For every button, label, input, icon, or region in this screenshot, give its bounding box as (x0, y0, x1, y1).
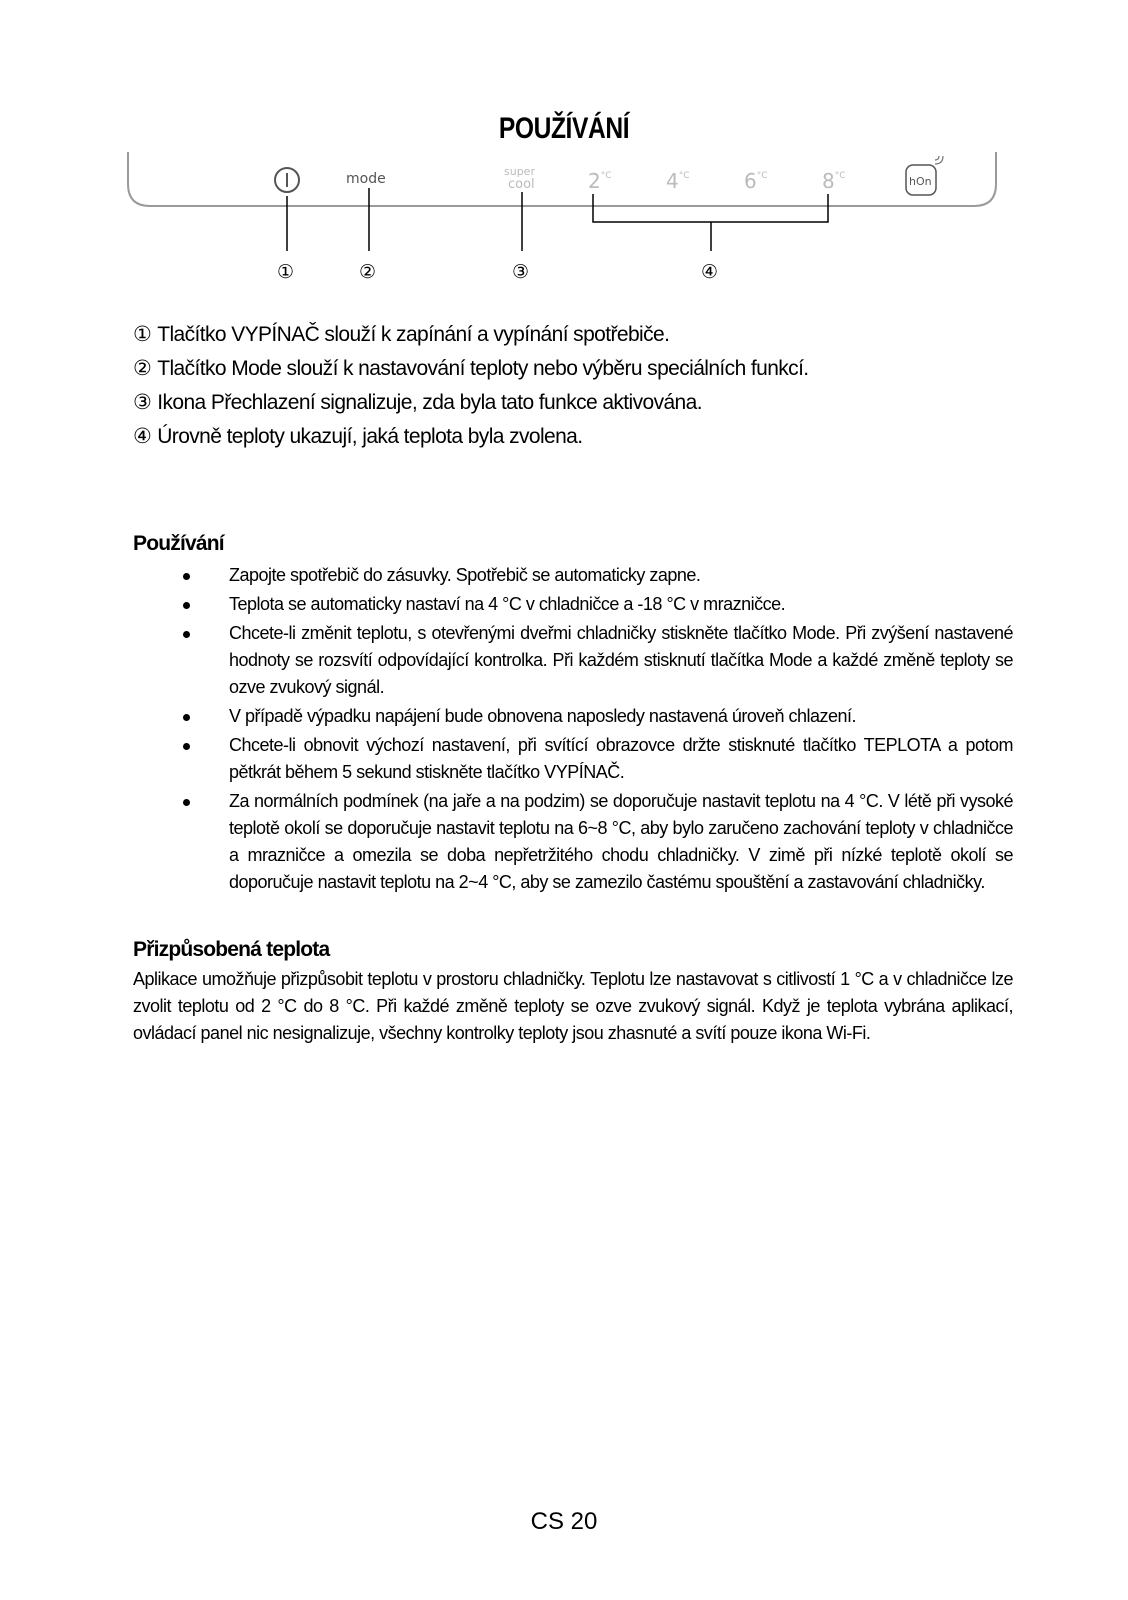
page-number: CS 20 (530, 1508, 598, 1535)
bullet-icon (183, 743, 190, 750)
callout-4: ④ (701, 261, 719, 283)
section-heading-usage: Používání (133, 532, 224, 555)
super-label: super (504, 165, 535, 178)
cool-label: cool (508, 177, 535, 192)
list-item: Teplota se automaticky nastaví na 4 °C v chladničce a -18 °C v mrazničce. (133, 591, 1013, 618)
bullet-icon (183, 799, 190, 806)
list-item: Za normálních podmínek (na jaře a na podzim) se doporučuje nastavit teplotu na 4 °C. V létě při vysoké teplotě okolí se doporučuje nastavit teplotu na 6~8 °C, aby bylo zaručeno zachování teploty v chladničce a mrazničce a omezila se doba nepřetržitého chodu chladničky. V zimě při nízké teplotě okolí se doporučuje nastavit teplotu na 2~4 °C, aby se zamezilo častému spouštění a zastavování chladničky. (133, 788, 1013, 896)
callout-2: ② (359, 261, 377, 283)
temperature-levels (588, 169, 846, 193)
page-title: POUŽÍVÁNÍ (498, 112, 630, 145)
list-item: V případě výpadku napájení bude obnovena naposledy nastavená úroveň chlazení. (133, 703, 1013, 730)
legend-item: ④ Úrovně teploty ukazují, jaká teplota byla zvolena. (133, 425, 583, 448)
temp-level-8: $8^{^\circ C}$ (822, 169, 846, 193)
control-panel-diagram (126, 148, 1018, 298)
bullet-icon (183, 602, 190, 609)
power-icon (275, 168, 299, 192)
bullet-icon (183, 631, 190, 638)
temp-level-6: $6^{^\circ C}$ (744, 169, 768, 193)
mode-label: mode (346, 171, 386, 187)
legend-item: ③ Ikona Přechlazení signalizuje, zda byla tato funkce aktivována. (133, 391, 702, 414)
callout-1: ① (277, 261, 295, 283)
usage-bullet-list (133, 562, 1013, 898)
temp-level-4: $4^{^\circ C}$ (666, 169, 690, 193)
callout-3: ③ (512, 261, 530, 283)
bullet-icon (183, 573, 190, 580)
section-heading-custom-temp: Přizpůsobená teplota (133, 938, 330, 961)
bullet-icon (183, 714, 190, 721)
legend-item: ① Tlačítko VYPÍNAČ slouží k zapínání a vypínání spotřebiče. (133, 323, 670, 346)
list-item: Chcete-li obnovit výchozí nastavení, při svítící obrazovce držte stisknuté tlačítko TEPLOTA a potom pětkrát během 5 sekund stiskněte tlačítko VYPÍNAČ. (133, 732, 1013, 786)
hon-wifi-icon (906, 156, 943, 195)
legend (133, 318, 1013, 454)
temp-level-2: $2^{^\circ C}$ (588, 169, 612, 193)
svg-text:hOn: hOn (909, 175, 932, 188)
legend-item: ② Tlačítko Mode slouží k nastavování teploty nebo výběru speciálních funkcí. (133, 357, 809, 380)
list-item: Zapojte spotřebič do zásuvky. Spotřebič se automaticky zapne. (133, 562, 1013, 589)
list-item: Chcete-li změnit teplotu, s otevřenými dveřmi chladničky stiskněte tlačítko Mode. Při zvýšení nastavené hodnoty se rozsvítí odpovídající kontrolka. Při každém stisknutí tlačítka Mode a každé změně teploty se ozve zvukový signál. (133, 620, 1013, 701)
custom-temp-paragraph: Aplikace umožňuje přizpůsobit teplotu v prostoru chladničky. Teplotu lze nastavovat s citlivostí 1 °C a v chladničce lze zvolit teplotu od 2 °C do 8 °C. Při každé změně teploty se ozve zvukový signál. Když je teplota vybrána aplikací, ovládací panel nic nesignalizuje, všechny kontrolky teploty jsou zhasnuté a svítí pouze ikona Wi-Fi. (133, 969, 1013, 1043)
